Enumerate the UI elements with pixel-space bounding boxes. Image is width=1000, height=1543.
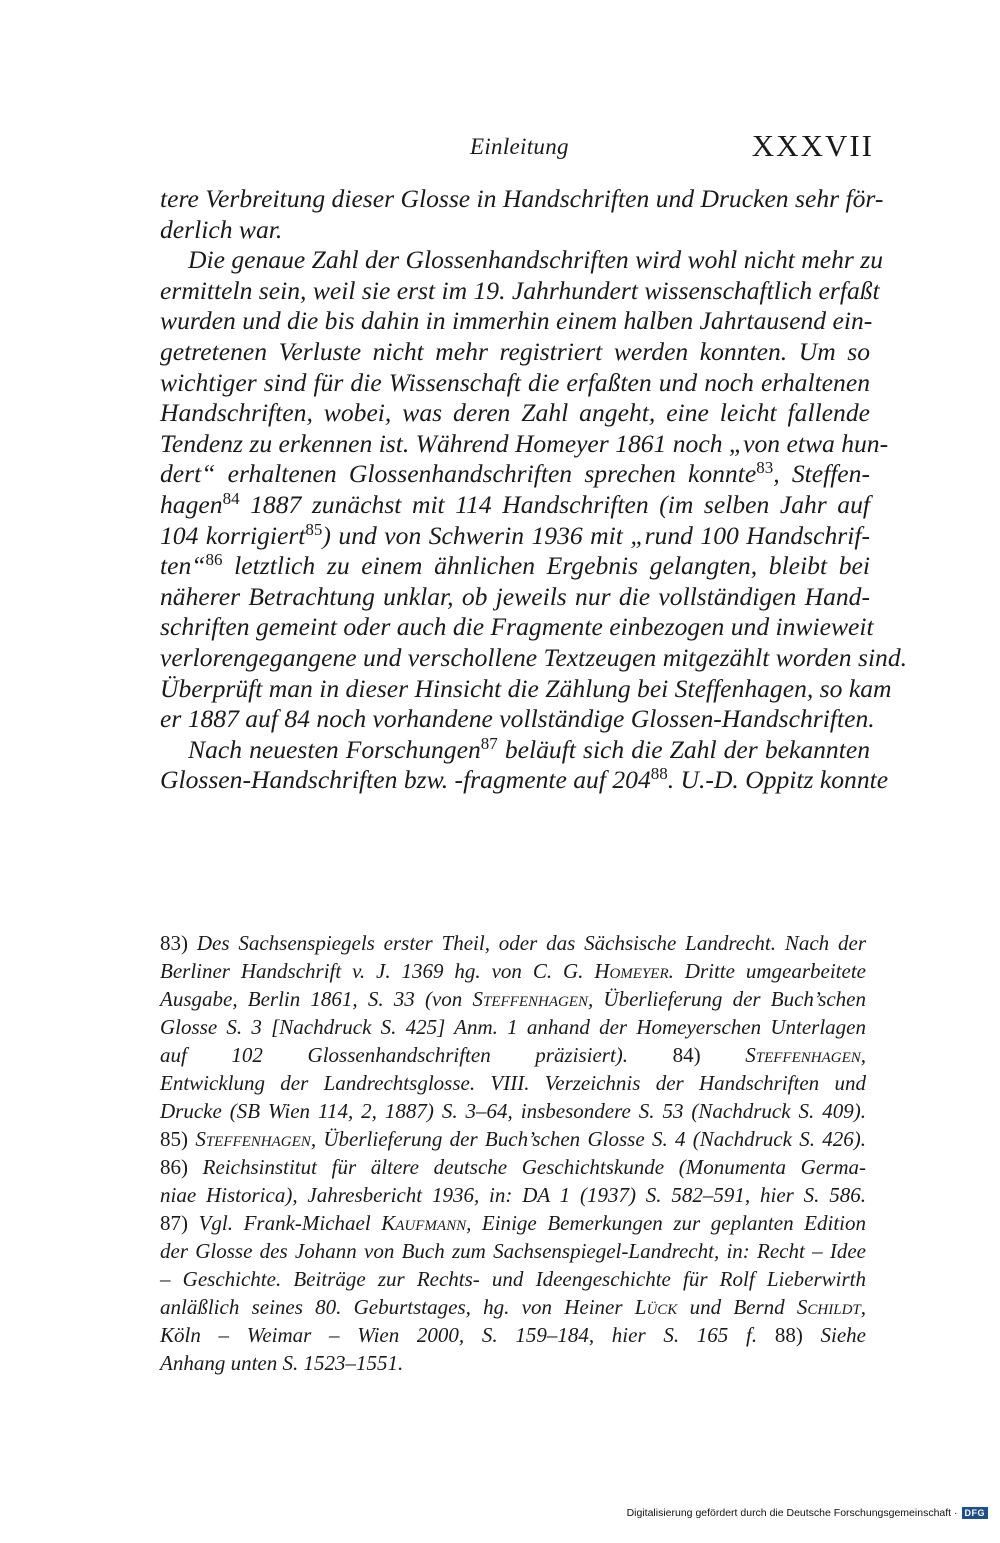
text-run: auf 102 Glossenhandschriften präzisiert). <box>160 1043 629 1067</box>
text-run: , <box>860 1295 866 1319</box>
text-run: ten“ <box>160 551 206 581</box>
footnote-line: Glosse S. 3 [Nachdruck S. 425] Anm. 1 anhand der Homeyerschen Unterlagen <box>160 1015 866 1039</box>
text-run: . U.-D. Oppitz konnte <box>667 765 889 795</box>
footnote-number: 88) <box>774 1323 803 1347</box>
text-run: Köln – Weimar – Wien 2000, S. 159–184, hier S. 165 f. <box>160 1323 758 1347</box>
text-run: 104 korrigiert <box>160 520 306 550</box>
footnote-line: niae Historica), Jahresbericht 1936, in: DA 1 (1937) S. 582–591, hier S. 586. <box>160 1183 866 1207</box>
dfg-logo: DFG <box>962 1507 989 1519</box>
footnote-line <box>160 957 866 985</box>
text-run: , Überlieferung der Buch’schen <box>587 987 867 1011</box>
text-line: wichtiger sind für die Wissenschaft die erfaßten und noch erhaltenen <box>160 367 870 397</box>
author-name: Lück <box>634 1295 678 1319</box>
text-run: Siehe <box>802 1323 866 1347</box>
text-run: ) und von Schwerin 1936 mit „rund 100 Handschrif- <box>322 520 870 550</box>
text-line: er 1887 auf 84 noch vorhandene vollständige Glossen-Handschriften. <box>160 704 875 734</box>
text-run: letztlich zu einem ähnlichen Ergebnis gelangten, bleibt bei <box>222 551 870 581</box>
footnote-ref-85[interactable]: 85 <box>305 519 323 539</box>
text-run: , Steffen- <box>773 459 870 489</box>
footnote-line <box>160 929 866 957</box>
text-line: verlorengegangene und verschollene Textzeugen mitgezählt worden sind. <box>160 642 908 672</box>
footnote-line: Anhang unten S. 1523–1551. <box>160 1351 404 1375</box>
text-run: dert“ erhaltenen Glossenhandschriften sprechen konnte <box>160 459 757 489</box>
text-line <box>160 521 870 552</box>
text-run: , Überlieferung der Buch’schen Glosse S. 4 (Nachdruck S. 426). <box>310 1127 867 1151</box>
footnote-line: – Geschichte. Beiträge zur Rechts- und Ideengeschichte für Rolf Lieberwirth <box>160 1267 866 1291</box>
text-run: Nach neuesten Forschungen <box>188 734 481 764</box>
footnote-number: 87) <box>160 1211 188 1235</box>
footnote-ref-83[interactable]: 83 <box>756 458 774 478</box>
text-run: Reichsinstitut für ältere deutsche Geschichtskunde (Monumenta Germa- <box>188 1155 866 1179</box>
text-line <box>160 735 870 766</box>
text-line <box>160 551 870 582</box>
text-line: derlich war. <box>160 214 283 244</box>
footnote-line: der Glosse des Johann von Buch zum Sachsenspiegel-Landrecht, in: Recht – Idee <box>160 1239 866 1263</box>
footnote-ref-86[interactable]: 86 <box>205 550 223 570</box>
text-run: Ausgabe, Berlin 1861, S. 33 (von <box>160 987 473 1011</box>
text-line <box>160 764 889 796</box>
footnote-ref-84[interactable]: 84 <box>222 488 240 508</box>
text-line: getretenen Verluste nicht mehr registriert werden konnten. Um so <box>160 336 870 366</box>
text-line: ermitteln sein, weil sie erst im 19. Jahrhundert wissenschaftlich erfaßt <box>160 275 880 305</box>
text-run: hagen <box>160 489 223 519</box>
footnotes <box>160 929 866 1377</box>
footnote-line <box>160 985 866 1013</box>
text-run: Des Sachsenspiegels erster Theil, oder das Sächsische Landrecht. Nach der <box>188 931 866 955</box>
footnote-number: 83) <box>160 931 188 955</box>
footnote-line: Entwicklung der Landrechtsglosse. VIII. Verzeichnis der Handschriften und <box>160 1071 866 1095</box>
credit-text: Digitalisierung gefördert durch die Deutsche Forschungsgemeinschaft · <box>626 1507 958 1519</box>
running-head-title: Einleitung <box>470 134 569 159</box>
text-line: wurden und die bis dahin in immerhin einem halben Jahrtausend ein- <box>160 306 873 336</box>
text-run: beläuft sich die Zahl der bekannten <box>497 734 870 764</box>
footnote-line <box>160 1293 866 1321</box>
author-name: Steffenhagen <box>745 1043 861 1067</box>
text-line: schriften gemeint oder auch die Fragmente einbezogen und inwieweit <box>160 612 874 642</box>
footnote-ref-88[interactable]: 88 <box>650 764 668 784</box>
author-name: Schildt <box>796 1295 861 1319</box>
footnote-line: Drucke (SB Wien 114, 2, 1887) S. 3–64, insbesondere S. 53 (Nachdruck S. 409). <box>160 1099 866 1123</box>
author-name: Kaufmann <box>381 1211 467 1235</box>
author-name: Steffenhagen <box>195 1127 311 1151</box>
author-name: Steffenhagen <box>472 987 588 1011</box>
text-run: . Dritte umgearbeitete <box>668 959 866 983</box>
footnote-number: 85) <box>160 1127 188 1151</box>
text-run: , Einige Bemerkungen zur geplanten Edition <box>466 1211 866 1235</box>
text-run: 1887 zunächst mit 114 Handschriften (im selben Jahr auf <box>239 489 870 519</box>
text-line: Überprüft man in dieser Hinsicht die Zählung bei Steffenhagen, so kam <box>160 673 892 703</box>
text-run: , <box>860 1043 867 1067</box>
footnote-line <box>160 1153 866 1181</box>
text-line <box>160 459 870 490</box>
text-run: anläßlich seines 80. Geburtstages, hg. von Heiner <box>160 1295 635 1319</box>
footnote-ref-87[interactable]: 87 <box>480 733 498 753</box>
text-run: Vgl. Frank-Michael <box>188 1211 382 1235</box>
text-line: Die genaue Zahl der Glossenhandschriften wird wohl nicht mehr zu <box>188 245 884 275</box>
text-run: Berliner Handschrift v. J. 1369 hg. von C. G. <box>160 959 595 983</box>
text-line <box>160 490 870 521</box>
text-line: tere Verbreitung dieser Glosse in Handschriften und Drucken sehr för- <box>160 184 884 213</box>
text-run: Glossen-Handschriften bzw. -fragmente auf 204 <box>160 765 651 795</box>
footnote-number: 86) <box>160 1155 188 1179</box>
footnote-line <box>160 1321 866 1349</box>
author-name: Homeyer <box>594 959 669 983</box>
footnote-line <box>160 1209 866 1237</box>
page-number: XXXVII <box>751 128 874 163</box>
text-line: Tendenz zu erkennen ist. Während Homeyer 1861 noch „von etwa hun- <box>160 428 889 458</box>
text-line: Handschriften, wobei, was deren Zahl angeht, eine leicht fallende <box>160 398 870 428</box>
digitization-credit <box>627 1507 988 1519</box>
running-head <box>160 128 874 172</box>
body-text <box>160 184 908 796</box>
footnote-number: 84) <box>672 1043 701 1067</box>
footnote-line <box>160 1041 866 1069</box>
footnote-line <box>160 1125 866 1153</box>
text-run: und Bernd <box>677 1295 797 1319</box>
text-line: näherer Betrachtung unklar, ob jeweils nur die vollständigen Hand- <box>160 581 870 611</box>
